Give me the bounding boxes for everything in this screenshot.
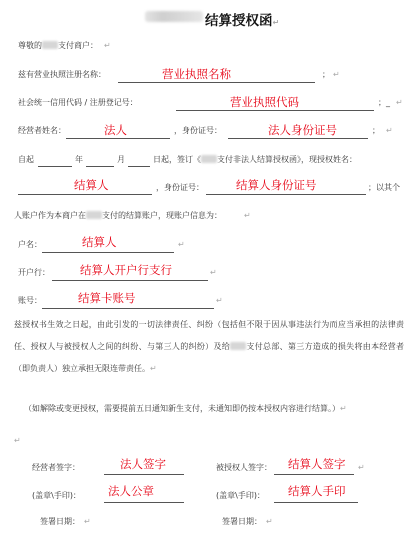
paragraph-mark: ↵ [272,18,280,27]
paragraph-mark: ↵ [386,126,393,135]
agreement-sentence: 日起，签订《 支付非法人结算授权函》，现授权姓名： [153,155,357,164]
document-title: 结算授权函↵ [205,13,280,29]
legal-person-label: 经营者姓名： [18,126,66,135]
company-name-label: 兹有营业执照注册名称： [18,70,106,79]
bank-value[interactable]: 结算人开户行支行 [80,263,172,277]
liability-paragraph: 兹授权书生效之日起，由此引发的一切法律责任、纠纷（包括但不限于因从事违法行为而应当承担的法律责任、授权人与被授权人之间的纠纷、与第三人的纠纷）及给 支付总部、第三方造成的损失将由本经营者（即负责人）独立承担无限连带责任。↵ [14,320,405,373]
manager-seal-value[interactable]: 法人公章 [108,484,154,498]
redacted-company-name [145,11,203,22]
manager-signature-label: 经营者签字： [32,463,80,472]
paragraph-mark: ↵ [84,517,91,526]
paragraph-mark: ↵ [178,240,185,249]
manager-signature-underline [104,474,184,475]
date-start-label: 自起 [18,155,34,164]
paragraph-mark: ↵ [396,98,403,107]
legal-person-id-underline [228,138,368,139]
revocation-note: （如解除或变更授权，需要提前五日通知新生支付，未通知即仍按本授权内容进行结算。）↵ [24,404,347,413]
redacted-text [230,342,246,350]
paragraph-mark: ↵ [216,296,223,305]
legal-person-id-label: ，身份证号： [174,126,222,135]
paragraph-mark: ↵ [358,463,365,472]
document-page: 结算授权函↵ 尊敬的 支付商户： ↵ 兹有营业执照注册名称： 营业执照名称 ； ↵ 社会统一信用代码 / 注册登记号： 营业执照代码 ；_ ↵ 经营者姓名： 法人 ，身份证号： 法人身份证号 ； ↵ 自起 年 月 日起，签订《 支付非法人结算授权函》，现授权姓名： 结算人 ，身份证号： 结算人身份证号 ；以其个 人账户作为本商户在 支付的结算账户，现账户信息为： ↵ 户名： 结算人 ↵ 开户行： 结算人开户行支行 ↵ 账号： 结算卡账号 ↵ 兹授权书生效之日起，由此引发的一切法律责任、纠纷（包括但不限于因从事违法行为而应当承担的法律责任、授权人与被授权人之间的纠纷、与第三人的纠纷）及给 支付总部、第三方造成的损失将由本经营者（即负责人）独立承担无限连带责任。↵ （如解除或变更授权，需要提前五日通知新生支付，未通知即仍按本授权内容进行结算。）↵ ↵ 经营者签字： 法人签字 被授权人签字： 结算人签字 ↵ (盖章\手印)： 法人公章 (盖章\手印)： 结算人手印 签署日期： ↵ 签署日期： ↵ [0,0,410,535]
authorized-seal-value[interactable]: 结算人手印 [288,484,346,498]
paragraph-mark: ↵ [104,41,111,50]
account-name-label: 户名： [18,240,42,249]
paragraph-mark: ↵ [266,517,273,526]
redacted-text [86,211,102,219]
card-number-label: 账号： [18,296,42,305]
company-name-underline [118,82,315,83]
paragraph-mark: ↵ [14,436,21,445]
settler-id-underline [206,194,366,195]
account-statement: 人账户作为本商户在 支付的结算账户，现账户信息为： [14,211,222,220]
paragraph-mark: ↵ [333,70,340,79]
manager-seal-underline [104,502,184,503]
card-number-underline [42,308,214,309]
company-name-value[interactable]: 营业执照名称 [162,67,231,81]
paragraph-mark: ↵ [150,364,157,373]
paragraph-mark: ↵ [210,268,217,277]
settler-name-value[interactable]: 结算人 [74,178,109,192]
legal-person-value[interactable]: 法人 [104,123,127,137]
authorized-seal-label: (盖章\手印)： [216,491,265,500]
account-name-underline [42,252,174,253]
credit-code-underline [176,110,374,111]
authorized-signature-label: 被授权人签字： [216,463,272,472]
greeting: 尊敬的 支付商户： [18,41,98,50]
settler-name-underline [18,194,152,195]
settler-id-label: ，身份证号： [156,183,204,192]
account-name-value[interactable]: 结算人 [82,235,117,249]
manager-signature-value[interactable]: 法人签字 [120,457,166,471]
card-number-value[interactable]: 结算卡账号 [78,291,136,305]
credit-code-label: 社会统一信用代码 / 注册登记号： [18,98,138,107]
credit-code-value[interactable]: 营业执照代码 [230,95,299,109]
paragraph-mark: ↵ [340,404,347,413]
redacted-text [201,155,217,163]
paragraph-mark: ↵ [244,211,251,220]
manager-seal-label: (盖章\手印)： [32,491,81,500]
bank-label: 开户行： [18,268,50,277]
authorized-signature-underline [274,474,354,475]
redacted-text [42,41,58,49]
settler-id-value[interactable]: 结算人身份证号 [236,178,317,192]
authorized-date-label: 签署日期： [222,517,262,526]
bank-underline [52,280,208,281]
legal-person-underline [66,138,170,139]
legal-person-id-value[interactable]: 法人身份证号 [268,123,337,137]
manager-date-label: 签署日期： [40,517,80,526]
authorized-seal-underline [274,502,358,503]
authorized-signature-value[interactable]: 结算人签字 [288,457,346,471]
